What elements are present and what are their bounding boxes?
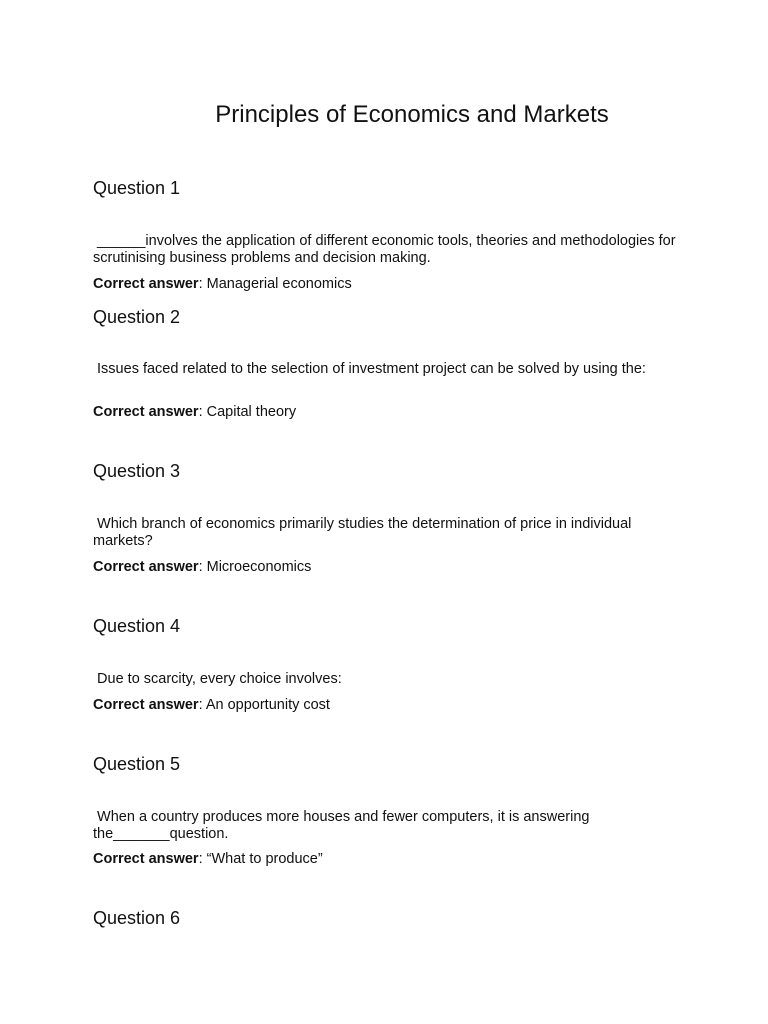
question-1-text: ______involves the application of different economic tools, theories and methodologies for scrutinising business problems and decision making. bbox=[93, 233, 680, 266]
answer-value: : Capital theory bbox=[198, 404, 297, 420]
answer-label: Correct answer bbox=[93, 851, 199, 867]
answer-label: Correct answer bbox=[93, 559, 199, 575]
question-5-text: When a country produces more houses and fewer computers, it is answering the_______question. bbox=[93, 809, 594, 842]
answer-value: : An opportunity cost bbox=[198, 697, 330, 713]
question-3-answer bbox=[93, 559, 683, 576]
question-3-text: Which branch of economics primarily studies the determination of price in individual markets? bbox=[93, 516, 636, 549]
question-2-heading: Question 2 bbox=[93, 307, 181, 327]
question-1-heading: Question 1 bbox=[93, 178, 181, 198]
answer-value: : Microeconomics bbox=[198, 559, 312, 575]
question-5-answer bbox=[93, 851, 683, 868]
question-4-text: Due to scarcity, every choice involves: bbox=[93, 671, 342, 687]
answer-value: : Managerial economics bbox=[198, 276, 352, 292]
answer-label: Correct answer bbox=[93, 404, 199, 420]
question-2-answer bbox=[93, 404, 683, 421]
answer-value: : “What to produce” bbox=[198, 851, 323, 867]
question-5-heading: Question 5 bbox=[93, 754, 181, 774]
document-title: Principles of Economics and Markets bbox=[215, 101, 609, 128]
question-3-heading: Question 3 bbox=[93, 461, 181, 481]
question-4-answer bbox=[93, 697, 683, 714]
question-2-text: Issues faced related to the selection of investment project can be solved by using the: bbox=[93, 361, 646, 377]
question-4-heading: Question 4 bbox=[93, 616, 181, 636]
answer-label: Correct answer bbox=[93, 276, 199, 292]
question-6-heading: Question 6 bbox=[93, 908, 181, 928]
answer-label: Correct answer bbox=[93, 697, 199, 713]
question-1-answer bbox=[93, 276, 683, 293]
